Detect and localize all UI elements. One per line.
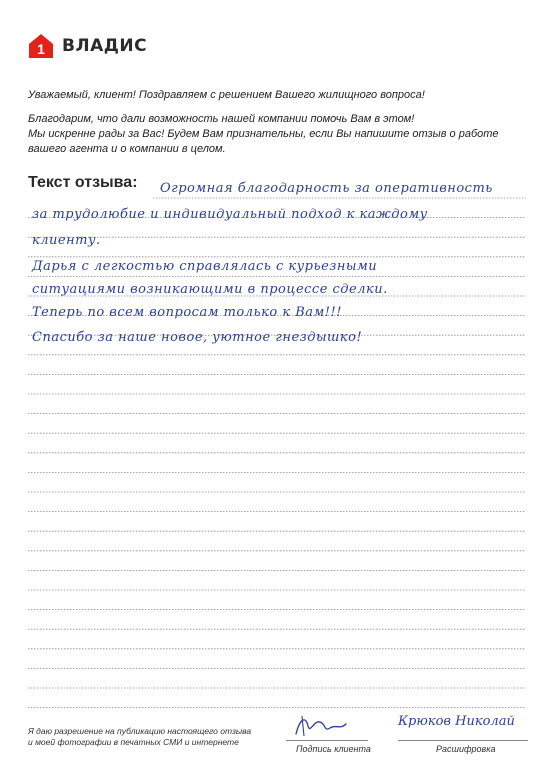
review-title: Текст отзыва: (28, 174, 138, 191)
decoding-label: Расшифровка (436, 744, 496, 754)
signature-line (286, 740, 368, 741)
handwritten-line: ситуациями возникающими в процессе сделки. (32, 282, 388, 297)
intro-greeting: Уважаемый, клиент! Поздравляем с решением Вашего жилищного вопроса! (28, 89, 425, 101)
handwritten-line: Спасибо за наше новое, уютное гнездышко! (32, 330, 363, 345)
handwritten-line: за трудолюбие и индивидуальный подход к каждому (32, 207, 428, 222)
publication-consent (28, 726, 251, 748)
intro-thanks: Благодарим, что дали возможность нашей компании помочь Вам в этом! (28, 113, 415, 125)
intro-request: Мы искренне рады за Вас! Будем Вам признательны, если Вы напишите отзыв о работе (28, 128, 499, 140)
handwritten-line: Теперь по всем вопросам только к Вам!!! (32, 305, 342, 320)
client-name-handwritten: Крюков Николай (398, 714, 515, 729)
handwritten-line: Дарья с легкостью справлялась с курьезными (32, 259, 378, 274)
handwritten-line: клиенту. (32, 233, 101, 248)
intro-request-cont: вашего агента и о компании в целом. (28, 143, 226, 155)
ruled-lines (28, 0, 526, 768)
consent-line: Я даю разрешение на публикацию настоящего отзыва (28, 726, 252, 736)
brand-name: ВЛАДИС (62, 36, 148, 56)
decoding-line (398, 740, 528, 741)
handwritten-line: Огромная благодарность за оперативность (160, 181, 493, 196)
consent-line: и моей фотографии в печатных СМИ и интернете (28, 737, 239, 747)
signature-label: Подпись клиента (296, 744, 371, 754)
signature-scribble (290, 712, 360, 740)
svg-text:1: 1 (37, 41, 45, 57)
